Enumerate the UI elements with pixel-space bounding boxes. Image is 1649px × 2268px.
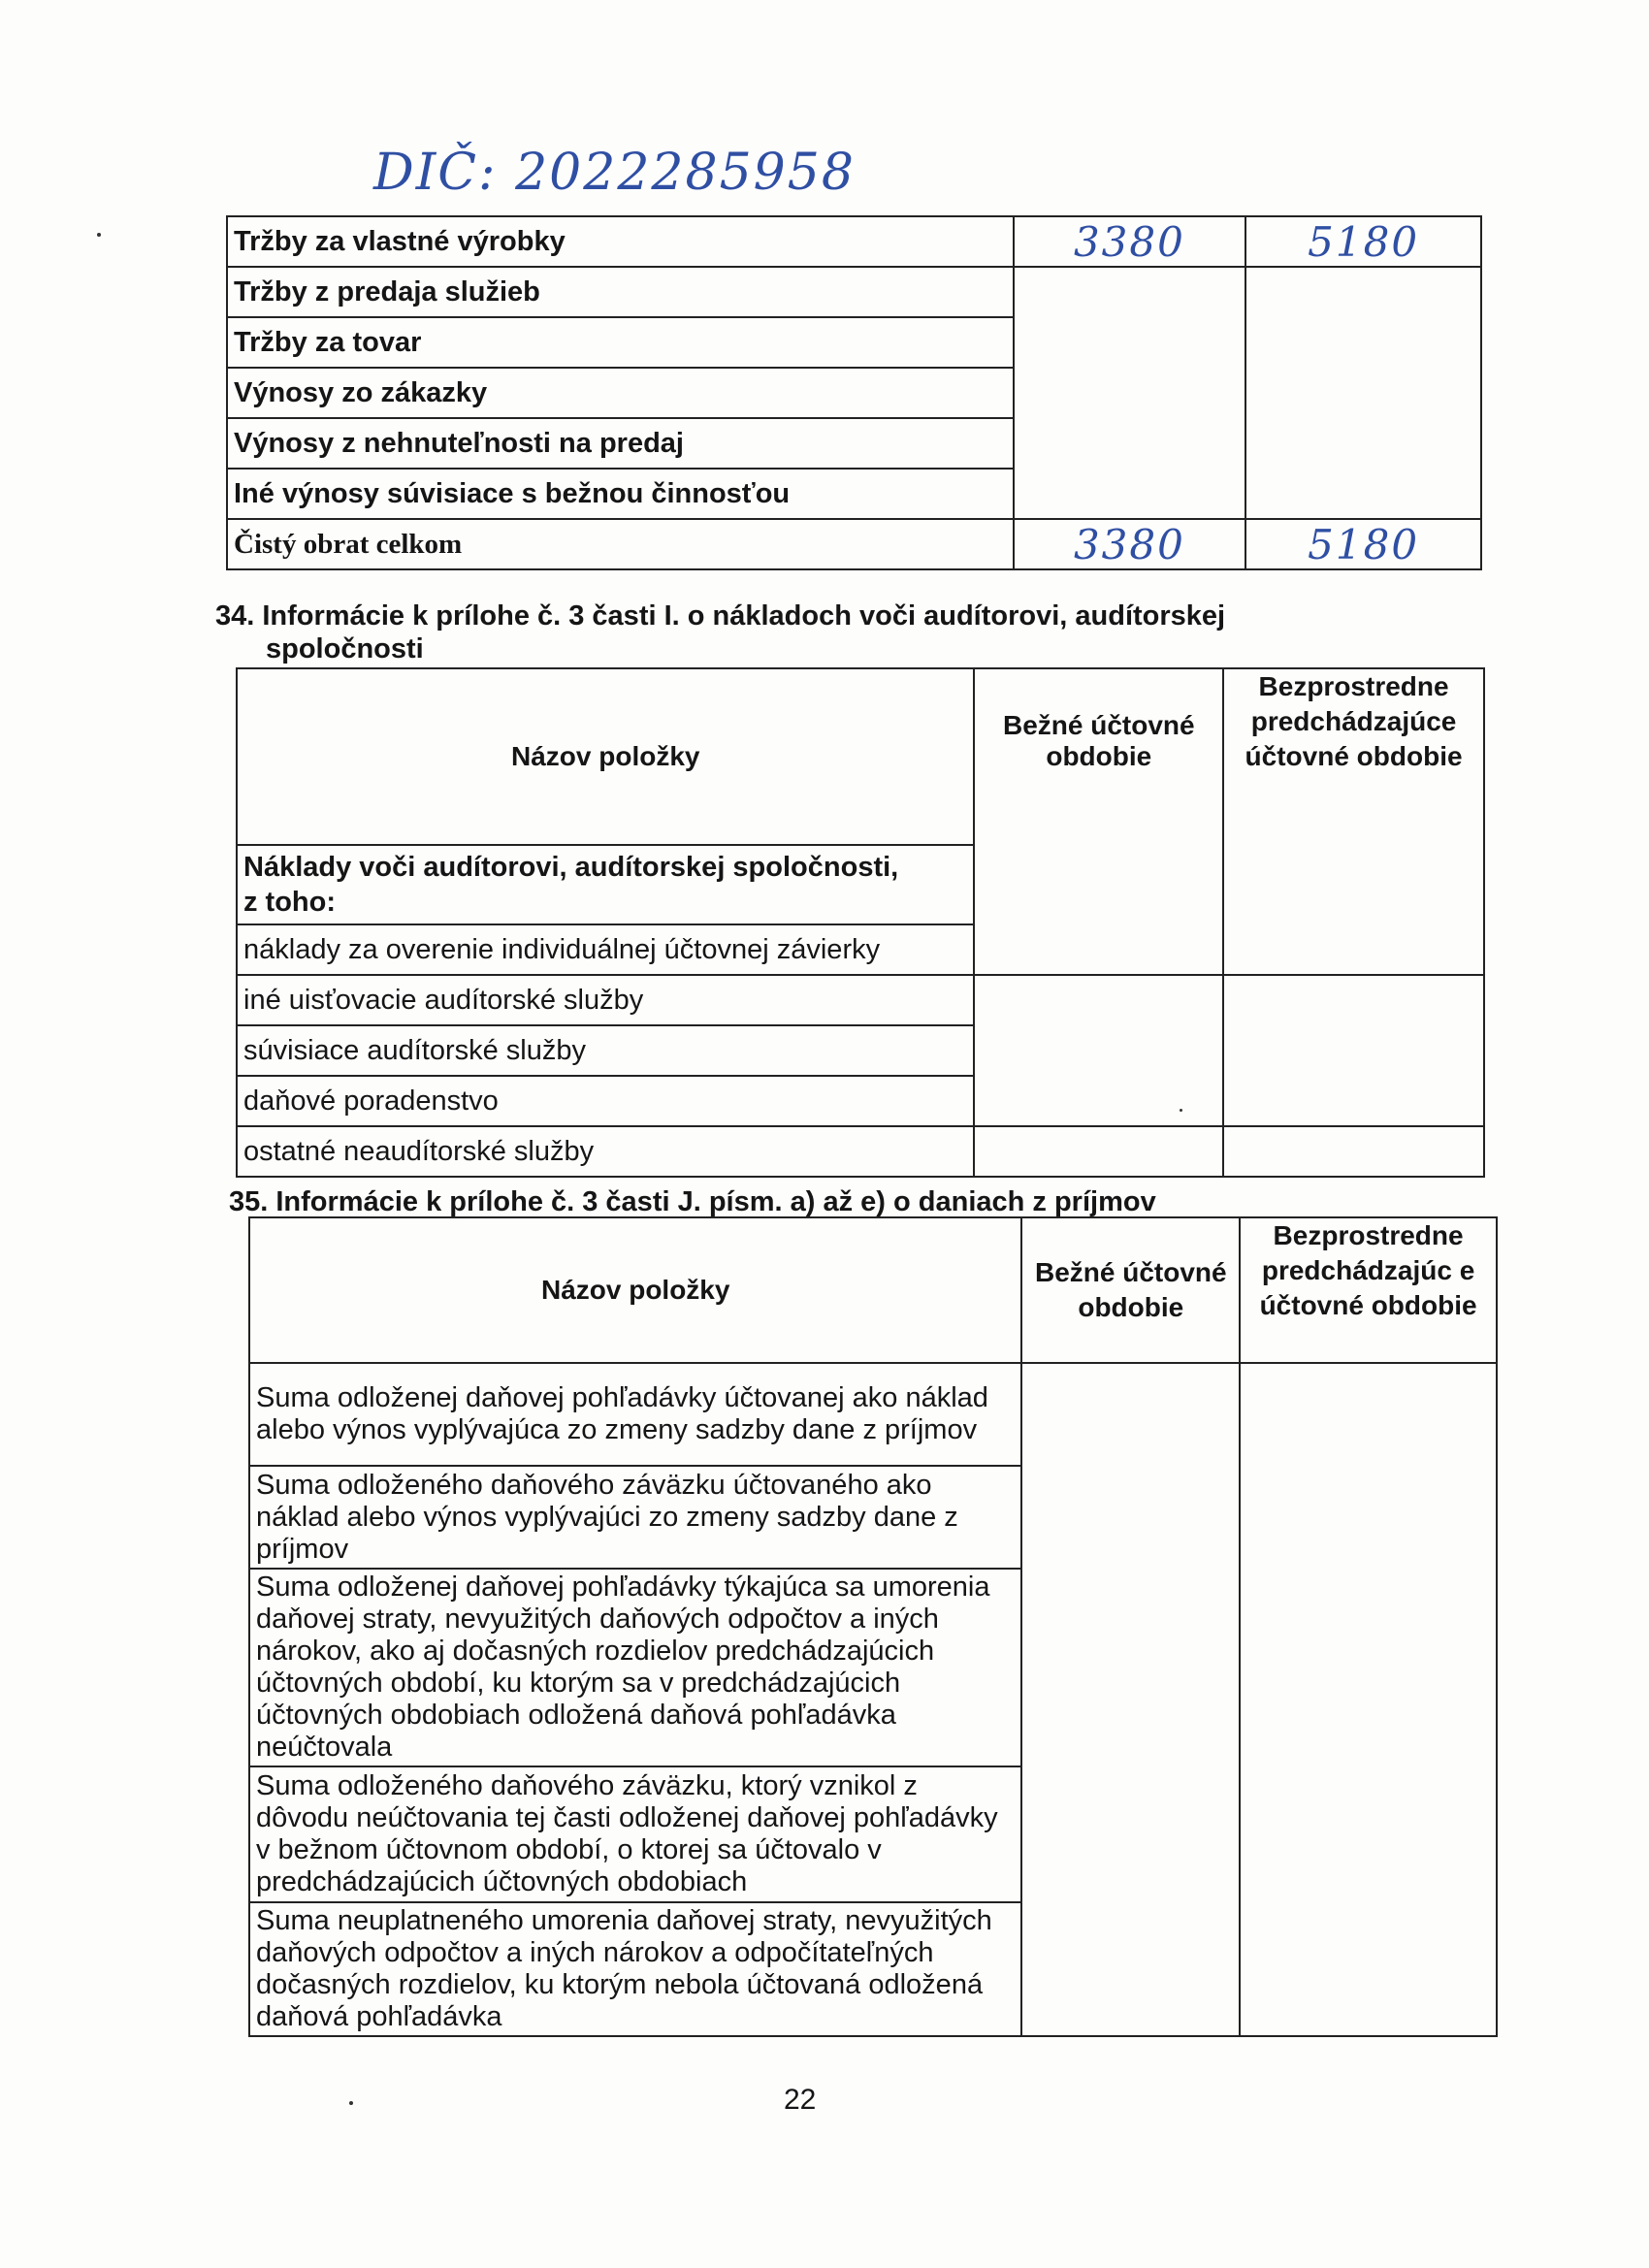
row-label: Výnosy z nehnuteľnosti na predaj [227,418,1014,469]
previous-value [1223,975,1484,1126]
current-value: 3380 [1014,519,1246,569]
row-label: Suma odloženej daňovej pohľadávky týkajúca sa umorenia daňovej straty, nevyužitých daňových odpočtov a iných nárokov, ako aj dočasných rozdielov predchádzajúcich účtovných období, ku ktorým sa v predchádzajúcich účtovných obdobiach odložená daňová pohľadávka neúčtovala [249,1569,1021,1766]
row-label: súvisiace audítorské služby [237,1025,974,1076]
row-label: Suma odloženej daňovej pohľadávky účtovanej ako náklad alebo výnos vyplývajúca zo zmeny sadzby dane z príjmov [249,1363,1021,1466]
row-label: Suma odloženého daňového záväzku, ktorý vznikol z dôvodu neúčtovania tej časti odloženej daňovej pohľadávky v bežnom účtovnom období, o ktorej sa účtovalo v predchádzajúcich účtovných obdobiach [249,1766,1021,1902]
column-header-current: Bežné účtovné obdobie [1021,1217,1240,1363]
table-row [237,975,1484,1025]
current-value [1014,267,1246,519]
income-tax-table [248,1216,1498,2037]
scan-speck [349,2101,353,2105]
column-header-previous: Bezprostredne predchádzajúce účtovné obdobie [1223,668,1484,975]
table-row [227,216,1481,267]
handwritten-tax-id: DIČ: 2022285958 [373,144,856,202]
table-row [249,1363,1497,1466]
table-header-row [249,1217,1497,1363]
row-label-line: z toho: [243,887,337,918]
section-34-title-line: 34. Informácie k prílohe č. 3 časti I. o nákladoch voči audítorovi, audítorskej [215,600,1226,632]
row-label: Suma odloženého daňového záväzku účtovaného ako náklad alebo výnos vyplývajúci zo zmeny sadzby dane z príjmov [249,1466,1021,1569]
column-header-name: Názov položky [249,1217,1021,1363]
current-value [974,975,1223,1126]
row-label: náklady za overenie individuálnej účtovnej závierky [237,924,974,975]
row-label-line: Náklady voči audítorovi, audítorskej spoločnosti, [243,852,899,883]
row-label [237,845,974,924]
current-value: 3380 [1014,216,1246,267]
column-header-current: Bežné účtovné obdobie [974,668,1223,975]
previous-value: 5180 [1245,216,1481,267]
previous-value: 5180 [1245,519,1481,569]
table-row [227,267,1481,317]
row-label: Tržby z predaja služieb [227,267,1014,317]
row-label: daňové poradenstvo [237,1076,974,1126]
table-row [227,519,1481,569]
scan-speck [97,233,101,237]
previous-value [1240,1363,1497,2036]
row-label: iné uisťovacie audítorské služby [237,975,974,1025]
current-value [974,1126,1223,1177]
current-value [1021,1363,1240,2036]
table-header-row [237,668,1484,845]
section-34-title [215,599,1225,665]
section-34-title-line: spoločnosti [266,633,424,664]
revenue-table [226,215,1482,570]
page-number: 22 [784,2084,817,2116]
table-row [237,1126,1484,1177]
previous-value [1245,267,1481,519]
row-label: Tržby za vlastné výrobky [227,216,1014,267]
previous-value [1223,1126,1484,1177]
row-label: Výnosy zo zákazky [227,368,1014,418]
row-label: Tržby za tovar [227,317,1014,368]
auditor-costs-table [236,667,1485,1178]
column-header-previous: Bezprostredne predchádzajúc e účtovné obdobie [1240,1217,1497,1363]
section-35-title: 35. Informácie k prílohe č. 3 časti J. písm. a) až e) o daniach z príjmov [229,1186,1156,1217]
row-label: Suma neuplatneného umorenia daňovej straty, nevyužitých daňových odpočtov a iných nárokov a odpočítateľných dočasných rozdielov, ku ktorým nebola účtovaná odložená daňová pohľadávka [249,1902,1021,2036]
row-label: Iné výnosy súvisiace s bežnou činnosťou [227,469,1014,519]
row-label: Čistý obrat celkom [227,519,1014,569]
column-header-name: Názov položky [237,668,974,845]
row-label: ostatné neaudítorské služby [237,1126,974,1177]
